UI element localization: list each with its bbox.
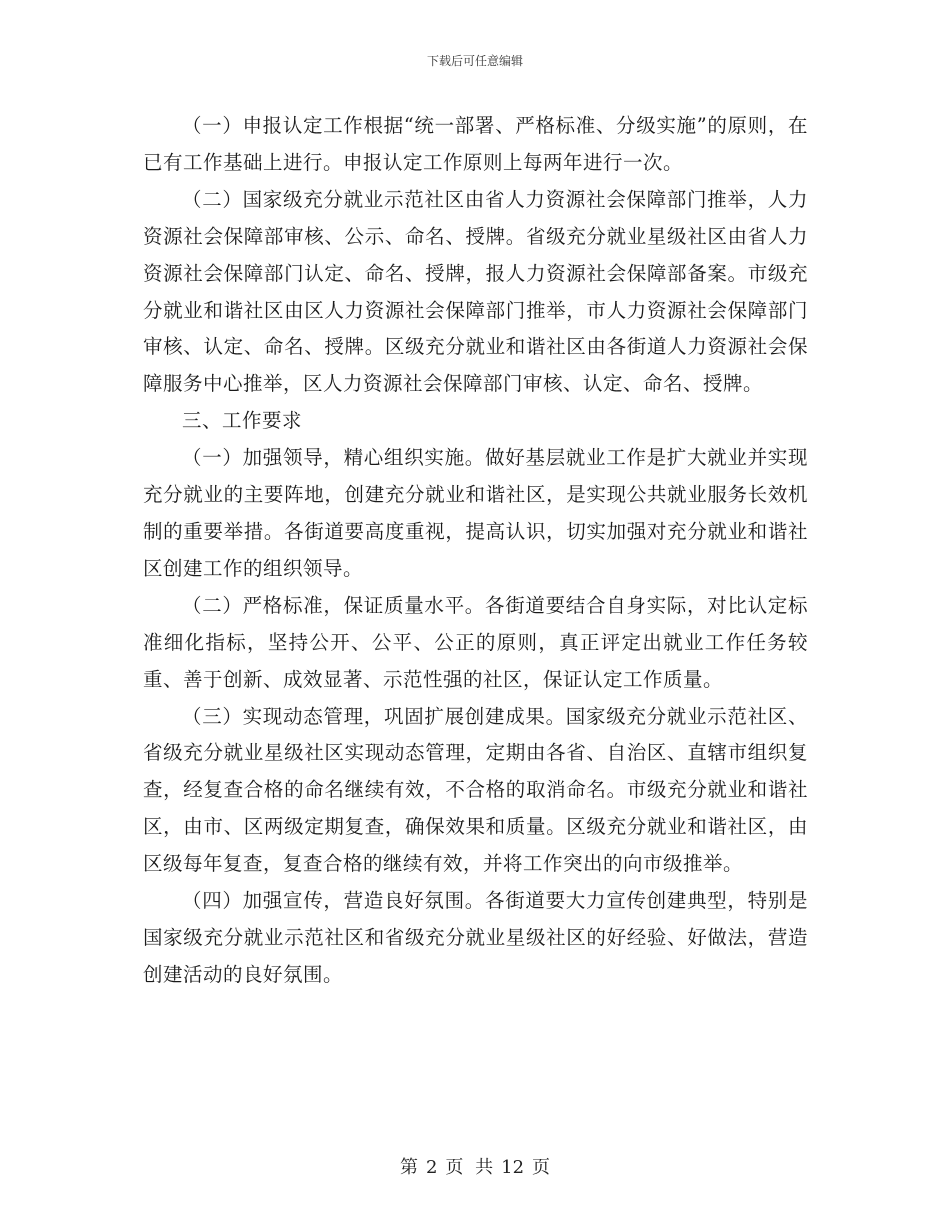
total-page-count: 12	[501, 1157, 525, 1178]
page-header: 下载后可任意编辑	[426, 54, 523, 68]
paragraph-approval-levels: （二）国家级充分就业示范社区由省人力资源社会保障部门推举，人力资源社会保障部审核、公示、命名、授牌。省级充分就业星级社区由省人力资源社会保障部门认定、命名、授牌，报人力资源社会保障部备案。市级充分就业和谐社区由区人力资源社会保障部门推举，市人力资源社会保障部门审核、认定、命名、授牌。区级充分就业和谐社区由各街道人力资源社会保障服务中心推举，区人力资源社会保障部门审核、认定、命名、授牌。	[143, 187, 808, 396]
document-body	[143, 108, 808, 994]
page-footer	[0, 1153, 950, 1179]
paragraph-publicity: （四）加强宣传，营造良好氛围。各街道要大力宣传创建典型，特别是国家级充分就业示范社区和省级充分就业星级社区的好经验、好做法，营造创建活动的良好氛围。	[143, 889, 808, 986]
paragraph-report-principle: （一）申报认定工作根据“统一部署、严格标准、分级实施”的原则，在已有工作基础上进行。申报认定工作原则上每两年进行一次。	[143, 114, 808, 174]
current-page-number: 2	[425, 1157, 438, 1178]
paragraph-dynamic-management: （三）实现动态管理，巩固扩展创建成果。国家级充分就业示范社区、省级充分就业星级社区实现动态管理，定期由各省、自治区、直辖市组织复查，经复查合格的命名继续有效，不合格的取消命名。市级充分就业和谐社区，由市、区两级定期复查，确保效果和质量。区级充分就业和谐社区，由区级每年复查，复查合格的继续有效，并将工作突出的向市级推举。	[143, 704, 808, 876]
paragraph-standards: （二）严格标准，保证质量水平。各街道要结合自身实际，对比认定标准细化指标，坚持公开、公平、公正的原则，真正评定出就业工作任务较重、善于创新、成效显著、示范性强的社区，保证认定工作质量。	[143, 593, 808, 691]
footer-middle: 页 共	[445, 1157, 494, 1178]
footer-suffix: 页	[532, 1157, 551, 1178]
paragraph-leadership: （一）加强领导，精心组织实施。做好基层就业工作是扩大就业并实现充分就业的主要阵地，创建充分就业和谐社区，是实现公共就业服务长效机制的重要举措。各街道要高度重视，提高认识，切实加强对充分就业和谐社区创建工作的组织领导。	[143, 446, 808, 580]
section-heading-requirements: 三、工作要求	[182, 409, 303, 433]
footer-prefix: 第	[399, 1157, 418, 1178]
